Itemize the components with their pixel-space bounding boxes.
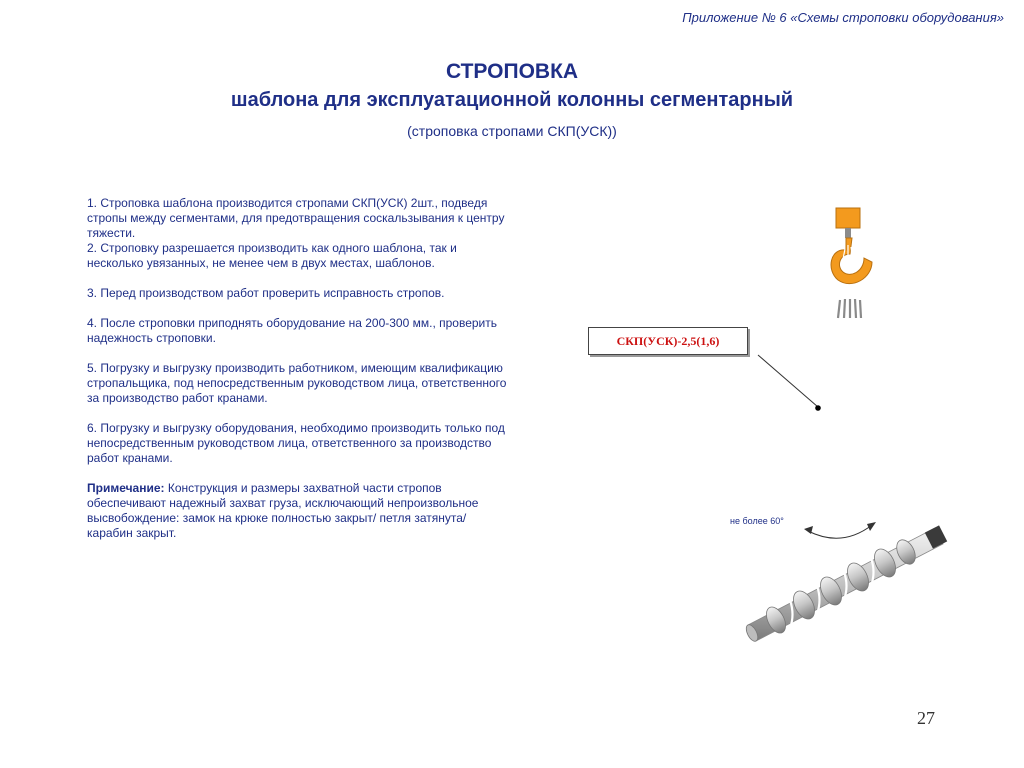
angle-arrow-icon (804, 522, 876, 538)
instruction-item-5: 5. Погрузку и выгрузку производить работником, имеющим квалификацию стропальщика, под непосредственным руководством лица, ответственного за производство работ кранами. (87, 361, 507, 405)
leader-line (758, 355, 821, 411)
sling-ends-icon (838, 299, 861, 318)
note-label: Примечание: (87, 481, 165, 495)
instruction-item-1: 1. Строповка шаблона производится стропами СКП(УСК) 2шт., подведя стропы между сегментами, для предотвращения соскальзывания к центру тяжести. (87, 196, 505, 240)
page-number: 27 (917, 708, 935, 728)
note-text: Конструкция и размеры захватной части стропов обеспечивают надежный захват груза, исключающий непроизвольное высвобождение: замок на крюке полностью закрыт/ петля затянута/ карабин закрыт. (87, 481, 479, 540)
angle-label: не более 60° (730, 516, 784, 526)
appendix-header: Приложение № 6 «Схемы строповки оборудования» (682, 10, 1004, 25)
sling-label: СКП(УСК)-2,5(1,6) (616, 333, 720, 348)
instruction-item-4: 4. После строповки приподнять оборудование на 200-300 мм., проверить надежность строповки. (87, 316, 498, 345)
instruction-item-6: 6. Погрузку и выгрузку оборудования, необходимо производить только под непосредственным руководством лица, ответственного за производство работ кранами. (87, 421, 505, 465)
crane-hook-icon (831, 208, 872, 284)
instruction-item-2: 2. Строповку разрешается производить как одного шаблона, так и несколько увязанных, не менее чем в двух местах, шаблонов. (87, 241, 457, 270)
sling-label-box (588, 327, 748, 355)
instruction-item-3: 3. Перед производством работ проверить исправность стропов. (87, 286, 445, 300)
page-subtitle-note: (строповка стропами СКП(УСК)) (407, 123, 617, 139)
column-template-icon (744, 525, 947, 643)
page-subtitle: шаблона для эксплуатационной колонны сегментарный (230, 89, 794, 111)
page-title: СТРОПОВКА (445, 60, 579, 83)
